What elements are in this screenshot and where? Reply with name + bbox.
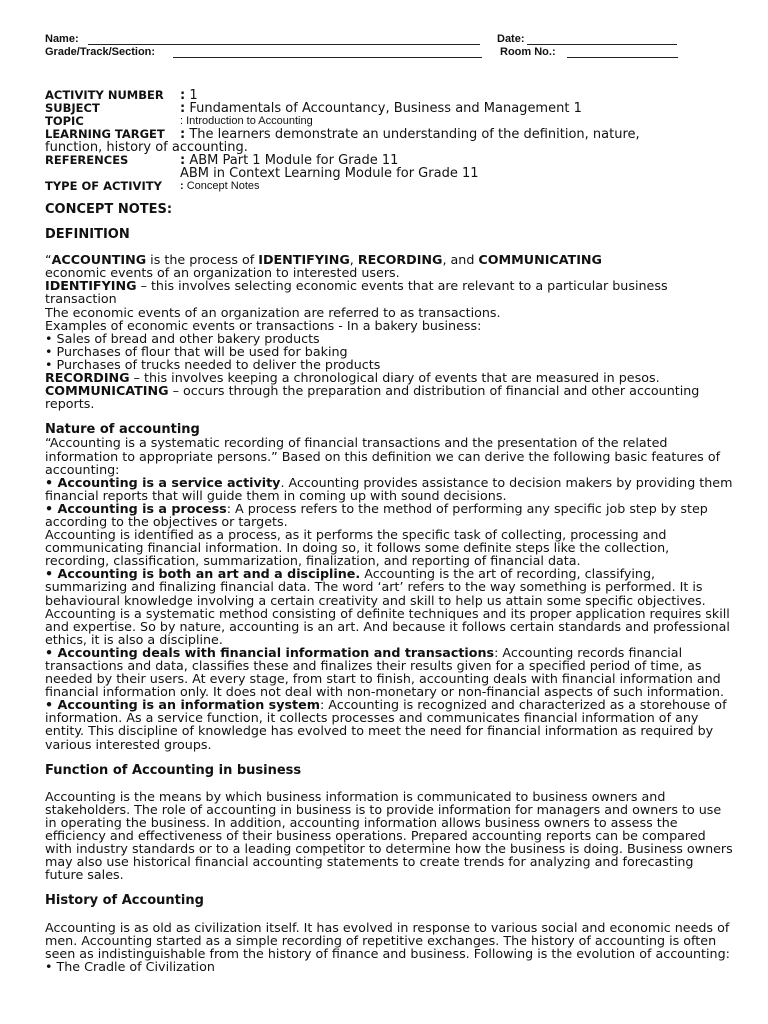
learning-target-label: LEARNING TARGET — [45, 127, 165, 141]
date-label: Date: — [497, 33, 525, 45]
feature-process-detail: Accounting is identified as a process, as it performs the specific task of collecting, processing and communicating financial information. In doing so, it follows some definite steps like the collection, recording, classification, summarization, finalization, and reporting of financial data. — [45, 527, 670, 569]
concept-notes-heading: CONCEPT NOTES: — [45, 202, 173, 217]
reference-1: ABM Part 1 Module for Grade 11 — [189, 153, 399, 168]
nature-heading: Nature of accounting — [45, 422, 200, 438]
function-paragraph: Accounting is the means by which business information is communicated to business owners and stakeholders. The role of accounting in business is to provide information for managers and owners to use in operating the business. In addition, accounting information allows business owners to assess the efficiency and effectiveness of their business operations. Prepared accounting reports can be compared with industry standards or to a leading competitor to determine how the business is doing. Business owners may also use historical financial accounting statements to create trends for analyzing and forecasting future sales. — [45, 788, 733, 883]
activity-meta — [45, 89, 735, 193]
subject-value: Fundamentals of Accountancy, Business and Management 1 — [189, 101, 582, 116]
learning-target-value: The learners demonstrate an understanding of the definition, nature, — [189, 127, 640, 142]
room-label: Room No.: — [500, 46, 556, 58]
subject-label: SUBJECT — [45, 101, 100, 115]
transactions-line: The economic events of an organization are referred to as transactions. — [45, 304, 501, 320]
room-field[interactable] — [567, 46, 678, 58]
recording-paragraph: RECORDING – this involves keeping a chronological diary of events that are measured in pesos. — [45, 370, 660, 386]
subject-row: SUBJECT : Fundamentals of Accountancy, Business and Management 1 — [45, 101, 582, 116]
feature-financial-info: • Accounting deals with financial information and transactions: Accounting records financial transactions and data, classifies these and finalizes their results given for a specified period of time, as needed by their users. At every stage, from start to finish, accounting deals with financial information and financial information only. It does not deal with non-monetary or non-financial aspects of such information. — [45, 644, 725, 700]
activity-number-row: ACTIVITY NUMBER : 1 — [45, 88, 198, 103]
history-bullet: • The Cradle of Civilization — [45, 958, 215, 974]
header-row-1 — [45, 33, 735, 46]
type-label: TYPE OF ACTIVITY — [45, 179, 162, 193]
feature-process: • Accounting is a process: A process refers to the method of performing any specific job step by step according to the objectives or targets. — [45, 500, 708, 529]
function-heading: Function of Accounting in business — [45, 762, 302, 778]
identifying-paragraph: IDENTIFYING – this involves selecting economic events that are relevant to a particular business transaction — [45, 278, 668, 307]
example-item: • Purchases of flour that will be used for baking — [45, 343, 348, 359]
learning-target-row: LEARNING TARGET : The learners demonstrate an understanding of the definition, nature, — [45, 127, 640, 142]
type-value: Concept Notes — [186, 180, 260, 192]
feature-information-system: • Accounting is an information system: Accounting is recognized and characterized as a storehouse of information. As a service function, it collects processes and communicates financial information of any entity. This discipline of knowledge has evolved to meet the need for financial information as required by various interested groups. — [45, 697, 727, 752]
topic-value: Introduction to Accounting — [186, 115, 313, 127]
grade-track-section-label: Grade/Track/Section: — [45, 46, 156, 58]
date-field[interactable] — [527, 33, 677, 45]
type-row: TYPE OF ACTIVITY : Concept Notes — [45, 179, 260, 193]
grade-track-section-field[interactable] — [173, 46, 482, 58]
references-label: REFERENCES — [45, 153, 129, 167]
feature-art-discipline: • Accounting is both an art and a discipline. Accounting is the art of recording, classifying, summarizing and finalizing financial data. The word ‘art’ refers to the way something is performed. It is behavioural knowledge involving a certain creativity and skill to help us attain some specific objectives. Accounting is a systematic method consisting of definite techniques and its proper application requires skill and expertise. So by nature, accounting is an art. And because it follows certain standards and professional ethics, it is also a discipline. — [45, 566, 730, 647]
name-field[interactable] — [88, 33, 480, 45]
concept-notes-body — [45, 203, 735, 973]
learning-target-value-cont: function, history of accounting. — [45, 140, 248, 155]
history-heading: History of Accounting — [45, 893, 204, 909]
feature-service: • Accounting is a service activity. Accounting provides assistance to decision makers by providing them financial reports that will guide them in coming up with sound decisions. — [45, 474, 733, 503]
example-item: • Purchases of trucks needed to deliver the products — [45, 356, 381, 372]
header-row-2 — [45, 46, 735, 59]
topic-row: TOPIC : Introduction to Accounting — [45, 114, 313, 128]
example-item: • Sales of bread and other bakery products — [45, 330, 320, 346]
activity-number-label: ACTIVITY NUMBER — [45, 88, 164, 102]
worksheet-page — [45, 33, 735, 973]
communicating-paragraph: COMMUNICATING – occurs through the preparation and distribution of financial and other accounting reports. — [45, 383, 700, 412]
name-label: Name: — [45, 33, 79, 45]
history-paragraph: Accounting is as old as civilization itself. It has evolved in response to various social and economic needs of men. Accounting started as a simple recording of repetitive exchanges. The history of accounting is often seen as indistinguishable from the history of finance and business. Following is the evolution of accounting: — [45, 919, 730, 961]
definition-heading: DEFINITION — [45, 227, 130, 243]
topic-label: TOPIC — [45, 114, 84, 128]
definition-paragraph: “ACCOUNTING is the process of IDENTIFYING, RECORDING, and COMMUNICATING economic events of an organization to interested users. — [45, 252, 602, 281]
activity-number-value: 1 — [189, 88, 198, 103]
nature-intro: “Accounting is a systematic recording of financial transactions and the presentation of the related information to appropriate persons.” Based on this definition we can derive the following basic features of accounting: — [45, 435, 721, 477]
reference-2: ABM in Context Learning Module for Grade 11 — [180, 166, 479, 181]
references-row: REFERENCES : ABM Part 1 Module for Grade 11 — [45, 153, 399, 168]
examples-line: Examples of economic events or transactions - In a bakery business: — [45, 317, 482, 333]
